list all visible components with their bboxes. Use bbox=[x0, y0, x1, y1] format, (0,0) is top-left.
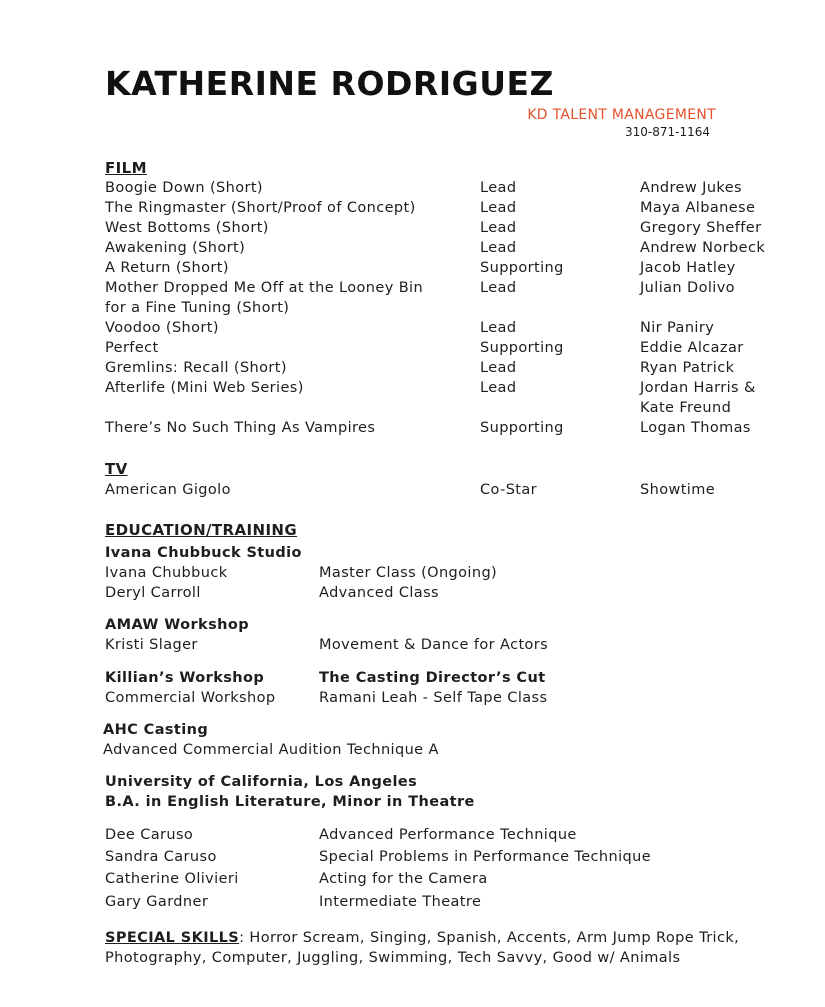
credit-director: Nir Paniry bbox=[640, 320, 715, 336]
table-row bbox=[105, 378, 780, 418]
credit-title: Boogie Down (Short) bbox=[105, 180, 263, 196]
credit-role: Supporting bbox=[480, 340, 564, 356]
credit-role: Co-Star bbox=[480, 482, 538, 498]
table-row bbox=[105, 318, 780, 338]
course-name: Master Class (Ongoing) bbox=[319, 565, 498, 581]
credit-director: Maya Albanese bbox=[640, 200, 756, 216]
school-title: Ivana Chubbuck Studio bbox=[105, 545, 302, 561]
film-credits-table bbox=[105, 178, 780, 438]
actor-name: KATHERINE RODRIGUEZ bbox=[105, 64, 554, 103]
credit-title: Perfect bbox=[105, 340, 159, 356]
table-row bbox=[105, 418, 780, 438]
table-row bbox=[105, 358, 780, 378]
credit-role: Lead bbox=[480, 220, 517, 236]
credit-director bbox=[640, 378, 780, 418]
credit-title: Voodoo (Short) bbox=[105, 320, 219, 336]
credit-title-line: Mother Dropped Me Off at the Looney Bin bbox=[105, 280, 424, 296]
school-title: University of California, Los Angeles bbox=[105, 774, 418, 790]
course-name: Advanced Performance Technique bbox=[319, 827, 577, 843]
credit-title: The Ringmaster (Short/Proof of Concept) bbox=[105, 200, 416, 216]
film-heading: FILM bbox=[105, 159, 147, 177]
credit-title: Awakening (Short) bbox=[105, 240, 246, 256]
special-skills bbox=[105, 928, 765, 968]
table-row bbox=[105, 218, 780, 238]
education-heading: EDUCATION/TRAINING bbox=[105, 521, 298, 539]
credit-director: Julian Dolivo bbox=[640, 280, 735, 296]
school-title: AHC Casting bbox=[103, 722, 209, 738]
course-name: Ramani Leah - Self Tape Class bbox=[319, 690, 548, 706]
course-name: Acting for the Camera bbox=[319, 871, 488, 887]
table-row bbox=[105, 198, 780, 218]
course-name: Intermediate Theatre bbox=[319, 894, 482, 910]
school-title: AMAW Workshop bbox=[105, 617, 249, 633]
credit-director: Andrew Jukes bbox=[640, 180, 742, 196]
tv-credits-table bbox=[105, 480, 780, 500]
course-name: Commercial Workshop bbox=[105, 690, 276, 706]
credit-role: Lead bbox=[480, 280, 517, 296]
credit-title bbox=[105, 278, 480, 318]
credit-director: Ryan Patrick bbox=[640, 360, 735, 376]
course-name: Advanced Class bbox=[319, 585, 439, 601]
tv-heading: TV bbox=[105, 460, 128, 478]
table-row bbox=[105, 278, 780, 318]
credit-network: Showtime bbox=[640, 482, 716, 498]
credit-director: Eddie Alcazar bbox=[640, 340, 744, 356]
agency-phone: 310-871-1164 bbox=[624, 125, 710, 139]
credit-director-line: Jordan Harris & bbox=[640, 380, 756, 396]
teacher-name: Catherine Olivieri bbox=[105, 871, 239, 887]
course-name: Movement & Dance for Actors bbox=[319, 637, 549, 653]
school-title: The Casting Director’s Cut bbox=[319, 670, 546, 686]
teacher-name: Kristi Slager bbox=[105, 637, 198, 653]
credit-role: Supporting bbox=[480, 260, 564, 276]
table-row bbox=[105, 338, 780, 358]
table-row bbox=[105, 238, 780, 258]
credit-title: Gremlins: Recall (Short) bbox=[105, 360, 287, 376]
credit-title-line: for a Fine Tuning (Short) bbox=[105, 300, 290, 316]
school-title: Killian’s Workshop bbox=[105, 670, 265, 686]
teacher-name: Gary Gardner bbox=[105, 894, 209, 910]
course-name: Advanced Commercial Audition Technique A bbox=[103, 742, 439, 758]
credit-role: Lead bbox=[480, 200, 517, 216]
credit-role: Lead bbox=[480, 380, 517, 396]
credit-director: Logan Thomas bbox=[640, 420, 751, 436]
credit-role: Lead bbox=[480, 240, 517, 256]
credit-director: Andrew Norbeck bbox=[640, 240, 766, 256]
special-skills-list: : Horror Scream, Singing, Spanish, Accents, Arm Jump Rope Trick, Photography, Computer, Juggling, Swimming, Tech Savvy, Good w/ Animals bbox=[105, 930, 740, 966]
table-row bbox=[105, 480, 780, 500]
course-name: Special Problems in Performance Technique bbox=[319, 849, 652, 865]
credit-title: American Gigolo bbox=[105, 482, 231, 498]
degree: B.A. in English Literature, Minor in Theatre bbox=[105, 794, 475, 810]
credit-role: Supporting bbox=[480, 420, 564, 436]
agency-name: KD TALENT MANAGEMENT bbox=[527, 107, 716, 123]
table-row bbox=[105, 178, 780, 198]
credit-title: Afterlife (Mini Web Series) bbox=[105, 380, 304, 396]
special-skills-label: SPECIAL SKILLS bbox=[105, 930, 240, 946]
credit-director: Jacob Hatley bbox=[640, 260, 736, 276]
credit-director: Gregory Sheffer bbox=[640, 220, 762, 236]
credit-title: West Bottoms (Short) bbox=[105, 220, 269, 236]
teacher-name: Sandra Caruso bbox=[105, 849, 217, 865]
credit-title: A Return (Short) bbox=[105, 260, 229, 276]
credit-role: Lead bbox=[480, 180, 517, 196]
teacher-name: Deryl Carroll bbox=[105, 585, 201, 601]
credit-role: Lead bbox=[480, 360, 517, 376]
table-row bbox=[105, 258, 780, 278]
credit-title: There’s No Such Thing As Vampires bbox=[105, 420, 376, 436]
teacher-name: Dee Caruso bbox=[105, 827, 194, 843]
credit-director-line: Kate Freund bbox=[640, 400, 732, 416]
teacher-name: Ivana Chubbuck bbox=[105, 565, 228, 581]
credit-role: Lead bbox=[480, 320, 517, 336]
